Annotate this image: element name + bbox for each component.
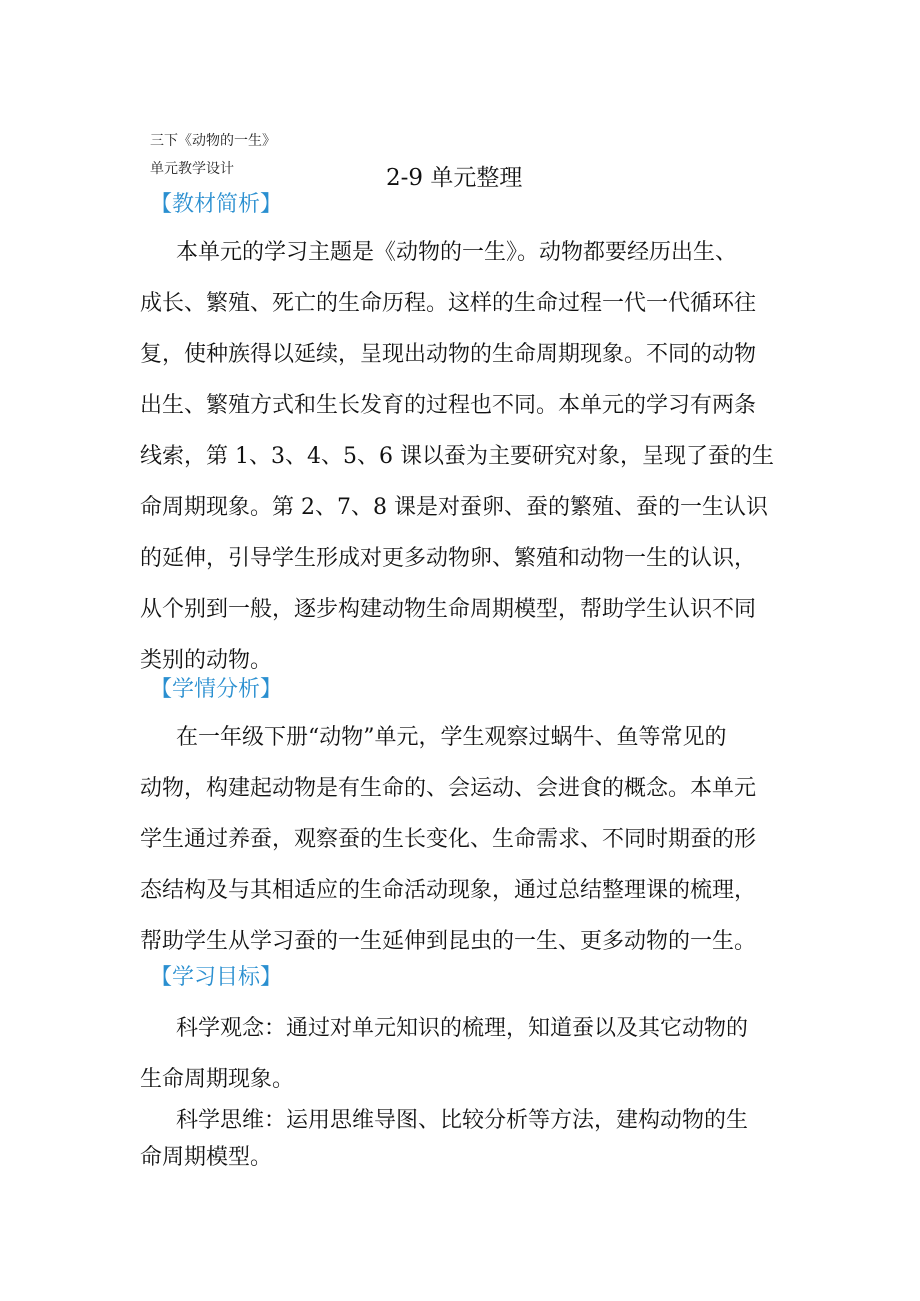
paragraph-goal-science-thinking <box>140 1102 800 1176</box>
paragraph-line: 命周期模型。 <box>140 1145 273 1170</box>
header-design-label: 单元教学设计 <box>150 161 234 177</box>
paragraph-line: 本单元的学习主题是《动物的一生》。动物都要经历出生、 <box>176 240 738 265</box>
paragraph-line: 科学观念：通过对单元知识的梳理，知道蚕以及其它动物的 <box>176 1016 749 1041</box>
paragraph-line: 线索，第 1、3、4、5、6 课以蚕为主要研究对象，呈现了蚕的生 <box>140 444 774 469</box>
paragraph-goal-science-concept <box>140 1003 800 1105</box>
paragraph-line: 成长、繁殖、死亡的生命历程。这样的生命过程一代一代循环往 <box>140 291 757 316</box>
paragraph-line: 命周期现象。第 2、7、8 课是对蚕卵、蚕的繁殖、蚕的一生认识 <box>140 495 768 520</box>
paragraph-line: 出生、繁殖方式和生长发育的过程也不同。本单元的学习有两条 <box>140 393 757 418</box>
paragraph-line: 帮助学生从学习蚕的一生延伸到昆虫的一生、更多动物的一生。 <box>140 929 757 954</box>
paragraph-line: 的延伸，引导学生形成对更多动物卵、繁殖和动物一生的认识， <box>140 546 757 571</box>
paragraph-line: 在一年级下册“动物”单元，学生观察过蜗牛、鱼等常见的 <box>176 725 727 750</box>
paragraph-line: 从个别到一般，逐步构建动物生命周期模型，帮助学生认识不同 <box>140 597 757 622</box>
paragraph-student-analysis <box>140 712 800 967</box>
paragraph-line: 复，使种族得以延续，呈现出动物的生命周期现象。不同的动物 <box>140 342 757 367</box>
paragraph-line: 生命周期现象。 <box>140 1067 295 1092</box>
header-course-title: 三下《动物的一生》 <box>150 133 276 149</box>
paragraph-line: 类别的动物。 <box>140 648 273 673</box>
page-title: 2-9 单元整理 <box>386 165 523 191</box>
paragraph-line: 动物，构建起动物是有生命的、会运动、会进食的概念。本单元 <box>140 776 757 801</box>
section-heading-textbook-analysis: 【教材简析】 <box>150 192 283 217</box>
paragraph-line: 学生通过养蚕，观察蚕的生长变化、生命需求、不同时期蚕的形 <box>140 827 757 852</box>
paragraph-line: 态结构及与其相适应的生命活动现象，通过总结整理课的梳理， <box>140 878 757 903</box>
paragraph-line: 科学思维：运用思维导图、比较分析等方法，建构动物的生 <box>176 1108 749 1133</box>
paragraph-textbook-analysis <box>140 227 800 686</box>
section-heading-learning-goals: 【学习目标】 <box>150 965 283 990</box>
section-heading-student-analysis: 【学情分析】 <box>150 677 283 702</box>
